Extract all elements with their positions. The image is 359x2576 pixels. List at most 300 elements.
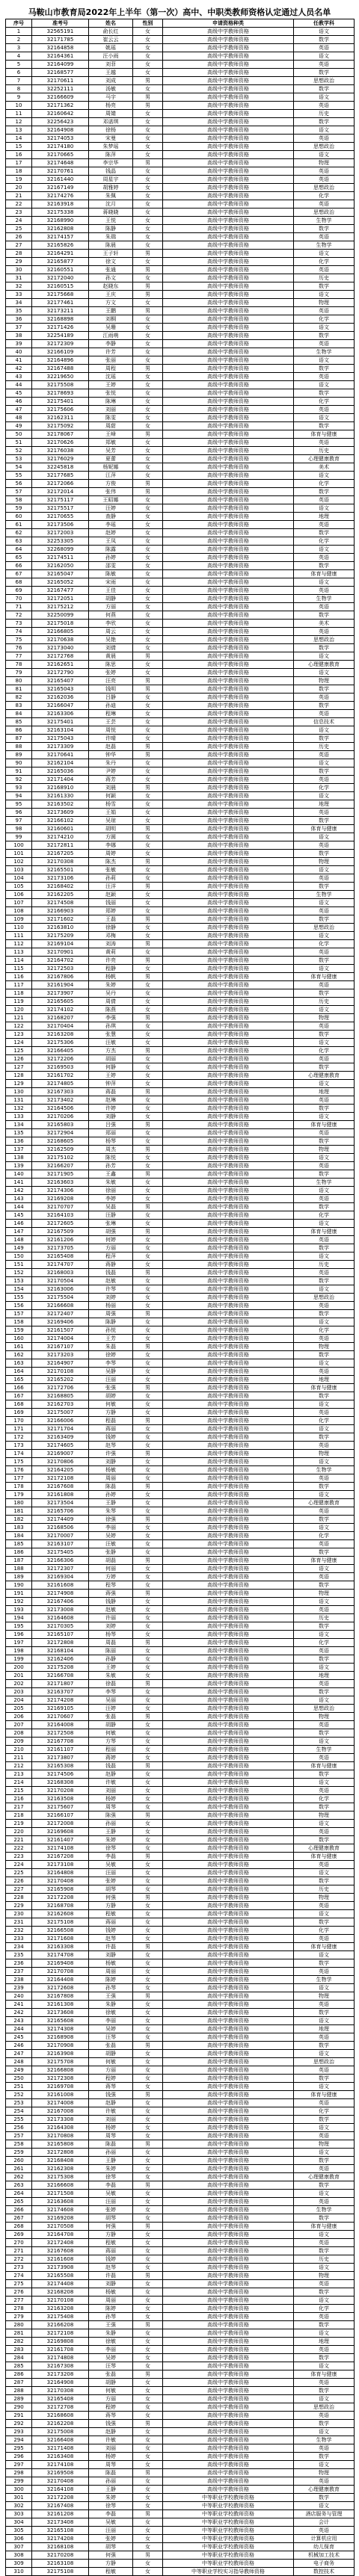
cell-gender: 女 bbox=[133, 209, 163, 217]
cell-qualification-type: 高级中学教师资格 bbox=[163, 2338, 294, 2346]
cell-exam-number: 32163208 bbox=[32, 2305, 89, 2313]
cell-qualification-type: 高级中学教师资格 bbox=[163, 2231, 294, 2239]
table-row bbox=[6, 2379, 355, 2387]
cell-name: 方俊 bbox=[89, 480, 133, 488]
cell-subject: 思想政治 bbox=[294, 1294, 355, 1302]
cell-index: 145 bbox=[6, 1211, 32, 1220]
cell-subject: 地理 bbox=[294, 1376, 355, 1384]
cell-exam-number: 32170707 bbox=[32, 1203, 89, 1211]
table-row bbox=[6, 685, 355, 694]
cell-qualification-type: 高级中学教师资格 bbox=[163, 1080, 294, 1088]
cell-gender: 女 bbox=[133, 620, 163, 628]
cell-qualification-type: 高级中学教师资格 bbox=[163, 1754, 294, 1762]
cell-qualification-type: 高级中学教师资格 bbox=[163, 439, 294, 447]
cell-exam-number: 32174409 bbox=[32, 1516, 89, 1524]
table-row bbox=[6, 1351, 355, 1359]
table-row bbox=[6, 1211, 355, 1220]
cell-gender: 女 bbox=[133, 2354, 163, 2362]
table-row bbox=[6, 1244, 355, 1253]
cell-exam-number: 32161308 bbox=[32, 2001, 89, 2009]
cell-index: 139 bbox=[6, 1162, 32, 1170]
table-row bbox=[6, 2239, 355, 2247]
cell-exam-number: 32169304 bbox=[32, 1573, 89, 1581]
cell-gender: 女 bbox=[133, 1277, 163, 1285]
cell-index: 183 bbox=[6, 1524, 32, 1532]
cell-gender: 女 bbox=[133, 792, 163, 800]
cell-gender: 女 bbox=[133, 332, 163, 340]
cell-index: 6 bbox=[6, 69, 32, 77]
cell-name: 张强 bbox=[89, 1384, 133, 1392]
cell-index: 224 bbox=[6, 1861, 32, 1869]
table-row bbox=[6, 1326, 355, 1335]
cell-qualification-type: 高级中学教师资格 bbox=[163, 1713, 294, 1721]
cell-name: 郑婷 bbox=[89, 907, 133, 915]
cell-gender: 男 bbox=[133, 2272, 163, 2280]
cell-subject: 数学 bbox=[294, 2009, 355, 2017]
cell-exam-number: 32170607 bbox=[32, 1713, 89, 1721]
cell-qualification-type: 高级中学教师资格 bbox=[163, 1088, 294, 1096]
table-row bbox=[6, 2124, 355, 2132]
cell-qualification-type: 高级中学教师资格 bbox=[163, 2403, 294, 2412]
cell-qualification-type: 高级中学教师资格 bbox=[163, 1425, 294, 1433]
cell-exam-number: 32165108 bbox=[32, 2527, 89, 2535]
table-row bbox=[6, 1006, 355, 1014]
cell-gender: 女 bbox=[133, 1458, 163, 1466]
table-row bbox=[6, 266, 355, 274]
cell-index: 82 bbox=[6, 694, 32, 702]
table-row bbox=[6, 2444, 355, 2453]
header-subject: 任教学科 bbox=[294, 19, 355, 28]
cell-exam-number: 32167806 bbox=[32, 973, 89, 981]
cell-gender: 男 bbox=[133, 1088, 163, 1096]
cell-name: 方杰 bbox=[89, 1047, 133, 1055]
cell-qualification-type: 高级中学教师资格 bbox=[163, 2362, 294, 2370]
cell-exam-number: 32168898 bbox=[32, 315, 89, 324]
cell-qualification-type: 高级中学教师资格 bbox=[163, 2370, 294, 2379]
cell-name: 王佳 bbox=[89, 587, 133, 595]
cell-index: 131 bbox=[6, 1096, 32, 1105]
cell-exam-number: 32170206 bbox=[32, 1113, 89, 1121]
cell-name: 周程 bbox=[89, 365, 133, 373]
cell-qualification-type: 高级中学教师资格 bbox=[163, 1211, 294, 1220]
table-row bbox=[6, 2001, 355, 2009]
cell-exam-number: 32170007 bbox=[32, 1532, 89, 1540]
cell-subject: 化学 bbox=[294, 1639, 355, 1647]
table-row bbox=[6, 439, 355, 447]
cell-subject: 思想政治 bbox=[294, 209, 355, 217]
cell-gender: 男 bbox=[133, 2140, 163, 2149]
cell-gender: 女 bbox=[133, 1540, 163, 1548]
cell-exam-number: 32170708 bbox=[32, 1968, 89, 1976]
cell-name: 许磊 bbox=[89, 2272, 133, 2280]
cell-subject: 英语 bbox=[294, 233, 355, 241]
cell-gender: 女 bbox=[133, 1294, 163, 1302]
cell-gender: 女 bbox=[133, 1113, 163, 1121]
cell-qualification-type: 中等职业学校教师资格 bbox=[163, 2543, 294, 2551]
cell-subject: 体育与健康 bbox=[294, 1853, 355, 1861]
cell-name: 张丽 bbox=[89, 356, 133, 365]
cell-exam-number: 32166805 bbox=[32, 628, 89, 636]
cell-subject: 数学 bbox=[294, 1770, 355, 1779]
cell-index: 292 bbox=[6, 2420, 32, 2428]
cell-index: 42 bbox=[6, 365, 32, 373]
cell-gender: 女 bbox=[133, 1195, 163, 1203]
cell-gender: 女 bbox=[133, 2132, 163, 2140]
cell-index: 150 bbox=[6, 1253, 32, 1261]
cell-name: 程敏 bbox=[89, 1910, 133, 1918]
cell-exam-number: 32166903 bbox=[32, 907, 89, 915]
cell-name: 蒋强 bbox=[89, 1590, 133, 1598]
table-row bbox=[6, 702, 355, 710]
cell-qualification-type: 高级中学教师资格 bbox=[163, 1935, 294, 1943]
cell-qualification-type: 高级中学教师资格 bbox=[163, 1400, 294, 1409]
cell-name: 夏蕾 bbox=[89, 455, 133, 463]
cell-qualification-type: 高级中学教师资格 bbox=[163, 981, 294, 989]
cell-subject: 数学 bbox=[294, 1392, 355, 1400]
table-row bbox=[6, 1376, 355, 1384]
cell-gender: 男 bbox=[133, 1170, 163, 1179]
cell-subject: 英语 bbox=[294, 373, 355, 381]
table-row bbox=[6, 628, 355, 636]
cell-index: 202 bbox=[6, 1680, 32, 1688]
cell-exam-number: 32166608 bbox=[32, 2181, 89, 2190]
cell-qualification-type: 高级中学教师资格 bbox=[163, 2050, 294, 2058]
cell-name: 杨婷 bbox=[89, 2453, 133, 2461]
cell-name: 陈磊 bbox=[89, 2140, 133, 2149]
table-row bbox=[6, 1031, 355, 1039]
table-row bbox=[6, 414, 355, 422]
cell-name: 程丽 bbox=[89, 1746, 133, 1754]
cell-index: 180 bbox=[6, 1499, 32, 1507]
cell-name: 王静 bbox=[89, 1499, 133, 1507]
cell-exam-number: 32176029 bbox=[32, 455, 89, 463]
cell-exam-number: 32161206 bbox=[32, 1236, 89, 1244]
cell-index: 31 bbox=[6, 274, 32, 282]
cell-name: 胡雅婷 bbox=[89, 184, 133, 192]
cell-gender: 女 bbox=[133, 644, 163, 652]
cell-subject: 英语 bbox=[294, 266, 355, 274]
cell-name: 吴婷 bbox=[89, 2025, 133, 2033]
cell-subject: 语文 bbox=[294, 726, 355, 735]
cell-name: 杨帆 bbox=[89, 973, 133, 981]
cell-name: 刘静 bbox=[89, 1458, 133, 1466]
cell-index: 184 bbox=[6, 1532, 32, 1540]
cell-index: 178 bbox=[6, 1483, 32, 1491]
table-row bbox=[6, 1598, 355, 1606]
cell-name: 张通 bbox=[89, 266, 133, 274]
cell-subject: 英语 bbox=[294, 1540, 355, 1548]
cell-name: 张磊 bbox=[89, 2370, 133, 2379]
cell-qualification-type: 高级中学教师资格 bbox=[163, 2058, 294, 2066]
cell-qualification-type: 高级中学教师资格 bbox=[163, 587, 294, 595]
cell-name: 徐文 bbox=[89, 258, 133, 266]
cell-name: 赵静 bbox=[89, 2428, 133, 2436]
cell-name: 何静 bbox=[89, 1063, 133, 1072]
cell-subject: 历史 bbox=[294, 1614, 355, 1622]
cell-gender: 男 bbox=[133, 743, 163, 751]
cell-exam-number: 32164291 bbox=[32, 250, 89, 258]
cell-gender: 女 bbox=[133, 1622, 163, 1631]
cell-name: 胡丽 bbox=[89, 1055, 133, 1063]
cell-gender: 女 bbox=[133, 628, 163, 636]
cell-subject: 生物学 bbox=[294, 1976, 355, 1984]
cell-name: 王凤 bbox=[89, 537, 133, 546]
cell-gender: 女 bbox=[133, 447, 163, 455]
cell-gender: 女 bbox=[133, 611, 163, 620]
cell-index: 32 bbox=[6, 282, 32, 291]
table-row bbox=[6, 1105, 355, 1113]
cell-name: 陈雯 bbox=[89, 414, 133, 422]
cell-subject: 物理 bbox=[294, 1713, 355, 1721]
cell-exam-number: 32174053 bbox=[32, 135, 89, 143]
cell-qualification-type: 高级中学教师资格 bbox=[163, 1853, 294, 1861]
cell-qualification-type: 高级中学教师资格 bbox=[163, 1968, 294, 1976]
cell-qualification-type: 高级中学教师资格 bbox=[163, 69, 294, 77]
cell-subject: 英语 bbox=[294, 710, 355, 718]
cell-qualification-type: 高级中学教师资格 bbox=[163, 1335, 294, 1343]
cell-exam-number: 32163810 bbox=[32, 924, 89, 932]
cell-gender: 男 bbox=[133, 102, 163, 110]
table-row bbox=[6, 69, 355, 77]
table-row bbox=[6, 1548, 355, 1557]
cell-qualification-type: 高级中学教师资格 bbox=[163, 398, 294, 406]
cell-index: 289 bbox=[6, 2395, 32, 2403]
cell-subject: 化学 bbox=[294, 1047, 355, 1055]
cell-exam-number: 32175018 bbox=[32, 620, 89, 628]
table-row bbox=[6, 1992, 355, 2001]
cell-index: 246 bbox=[6, 2042, 32, 2050]
table-row bbox=[6, 694, 355, 702]
cell-qualification-type: 高级中学教师资格 bbox=[163, 480, 294, 488]
cell-qualification-type: 高级中学教师资格 bbox=[163, 2198, 294, 2206]
cell-name: 孙丽 bbox=[89, 1820, 133, 1828]
cell-subject: 数学 bbox=[294, 1137, 355, 1146]
cell-gender: 男 bbox=[133, 1853, 163, 1861]
table-row bbox=[6, 1820, 355, 1828]
cell-gender: 男 bbox=[133, 2321, 163, 2329]
cell-gender: 女 bbox=[133, 1984, 163, 1992]
cell-exam-number: 32164608 bbox=[32, 1614, 89, 1622]
cell-gender: 女 bbox=[133, 1392, 163, 1400]
cell-gender: 男 bbox=[133, 1590, 163, 1598]
cell-subject: 英语 bbox=[294, 2239, 355, 2247]
cell-exam-number: 32172503 bbox=[32, 965, 89, 973]
cell-gender: 女 bbox=[133, 1828, 163, 1836]
cell-subject: 物理 bbox=[294, 1811, 355, 1820]
cell-qualification-type: 高级中学教师资格 bbox=[163, 2181, 294, 2190]
cell-index: 309 bbox=[6, 2560, 32, 2568]
cell-qualification-type: 高级中学教师资格 bbox=[163, 1294, 294, 1302]
table-row bbox=[6, 2510, 355, 2518]
cell-qualification-type: 高级中学教师资格 bbox=[163, 874, 294, 883]
cell-subject: 地理 bbox=[294, 800, 355, 809]
cell-index: 305 bbox=[6, 2527, 32, 2535]
cell-subject: 数学 bbox=[294, 1548, 355, 1557]
cell-subject: 语文 bbox=[294, 381, 355, 389]
cell-subject: 数学 bbox=[294, 422, 355, 430]
cell-qualification-type: 高级中学教师资格 bbox=[163, 644, 294, 652]
cell-exam-number: 32219650 bbox=[32, 373, 89, 381]
cell-subject: 语文 bbox=[294, 1951, 355, 1959]
cell-gender: 男 bbox=[133, 1894, 163, 1902]
cell-exam-number: 32162208 bbox=[32, 2420, 89, 2428]
table-row bbox=[6, 759, 355, 767]
table-row bbox=[6, 2132, 355, 2140]
cell-gender: 女 bbox=[133, 1137, 163, 1146]
table-row bbox=[6, 2527, 355, 2535]
cell-name: 方丽 bbox=[89, 603, 133, 611]
cell-gender: 女 bbox=[133, 1581, 163, 1590]
cell-subject: 体育与健康 bbox=[294, 2091, 355, 2099]
cell-name: 何强 bbox=[89, 2551, 133, 2560]
table-row bbox=[6, 1976, 355, 1984]
cell-qualification-type: 高级中学教师资格 bbox=[163, 2288, 294, 2297]
cell-qualification-type: 高级中学教师资格 bbox=[163, 2346, 294, 2354]
cell-index: 231 bbox=[6, 1918, 32, 1927]
cell-name: 汪丽 bbox=[89, 2198, 133, 2206]
table-row bbox=[6, 1318, 355, 1326]
cell-name: 陈露 bbox=[89, 546, 133, 554]
table-row bbox=[6, 858, 355, 866]
cell-exam-number: 32172108 bbox=[32, 1474, 89, 1483]
cell-index: 283 bbox=[6, 2346, 32, 2354]
cell-subject: 计算机应用 bbox=[294, 2535, 355, 2543]
table-row bbox=[6, 776, 355, 784]
cell-exam-number: 32166306 bbox=[32, 1557, 89, 1565]
cell-gender: 女 bbox=[133, 2313, 163, 2321]
cell-gender: 男 bbox=[133, 940, 163, 948]
cell-name: 赵琴 bbox=[89, 1935, 133, 1943]
cell-index: 90 bbox=[6, 759, 32, 767]
cell-exam-number: 32164308 bbox=[32, 2124, 89, 2132]
cell-index: 11 bbox=[6, 110, 32, 118]
cell-name: 胡静 bbox=[89, 2050, 133, 2058]
cell-subject: 心理健康教育 bbox=[294, 1499, 355, 1507]
cell-exam-number: 32164708 bbox=[32, 2231, 89, 2239]
cell-qualification-type: 高级中学教师资格 bbox=[163, 735, 294, 743]
cell-qualification-type: 高级中学教师资格 bbox=[163, 1647, 294, 1655]
cell-gender: 男 bbox=[133, 1310, 163, 1318]
cell-exam-number: 32173609 bbox=[32, 809, 89, 817]
cell-qualification-type: 高级中学教师资格 bbox=[163, 529, 294, 537]
cell-index: 40 bbox=[6, 348, 32, 356]
cell-index: 22 bbox=[6, 200, 32, 209]
cell-gender: 女 bbox=[133, 2190, 163, 2198]
cell-name: 杨敏 bbox=[89, 1959, 133, 1968]
cell-gender: 女 bbox=[133, 2288, 163, 2297]
cell-exam-number: 32175401 bbox=[32, 718, 89, 726]
cell-exam-number: 32160551 bbox=[32, 266, 89, 274]
cell-name: 朱婷 bbox=[89, 2494, 133, 2502]
cell-name: 吴婷 bbox=[89, 1532, 133, 1540]
table-row bbox=[6, 2272, 355, 2280]
table-row bbox=[6, 61, 355, 69]
cell-qualification-type: 高级中学教师资格 bbox=[163, 241, 294, 250]
cell-gender: 男 bbox=[133, 365, 163, 373]
cell-qualification-type: 高级中学教师资格 bbox=[163, 792, 294, 800]
cell-exam-number: 32172408 bbox=[32, 2239, 89, 2247]
table-row bbox=[6, 1179, 355, 1187]
cell-exam-number: 32167406 bbox=[32, 1598, 89, 1606]
cell-index: 86 bbox=[6, 726, 32, 735]
cell-qualification-type: 高级中学教师资格 bbox=[163, 340, 294, 348]
cell-exam-number: 32175007 bbox=[32, 1409, 89, 1417]
cell-index: 27 bbox=[6, 241, 32, 250]
cell-exam-number: 32165501 bbox=[32, 866, 89, 874]
table-row bbox=[6, 2329, 355, 2338]
table-row bbox=[6, 661, 355, 669]
cell-qualification-type: 高级中学教师资格 bbox=[163, 299, 294, 307]
table-row bbox=[6, 2075, 355, 2083]
cell-exam-number: 32172003 bbox=[32, 529, 89, 537]
cell-subject: 语文 bbox=[294, 1220, 355, 1228]
table-row bbox=[6, 1261, 355, 1269]
cell-subject: 数学 bbox=[294, 767, 355, 776]
header-index: 序号 bbox=[6, 19, 32, 28]
cell-exam-number: 32165047 bbox=[32, 570, 89, 578]
cell-exam-number: 32163107 bbox=[32, 1540, 89, 1548]
cell-gender: 女 bbox=[133, 2436, 163, 2444]
cell-exam-number: 32168708 bbox=[32, 1902, 89, 1910]
table-row bbox=[6, 1384, 355, 1392]
cell-exam-number: 32174108 bbox=[32, 1844, 89, 1853]
cell-index: 135 bbox=[6, 1129, 32, 1137]
cell-qualification-type: 高级中学教师资格 bbox=[163, 1474, 294, 1483]
cell-index: 304 bbox=[6, 2518, 32, 2527]
cell-name: 吴婷 bbox=[89, 2354, 133, 2362]
cell-gender: 女 bbox=[133, 1672, 163, 1680]
cell-index: 195 bbox=[6, 1622, 32, 1631]
cell-exam-number: 32165408 bbox=[32, 1253, 89, 1261]
cell-gender: 女 bbox=[133, 521, 163, 529]
cell-gender: 女 bbox=[133, 233, 163, 241]
cell-index: 128 bbox=[6, 1072, 32, 1080]
cell-subject: 历史 bbox=[294, 274, 355, 282]
cell-name: 杨丽 bbox=[89, 1302, 133, 1310]
cell-index: 301 bbox=[6, 2494, 32, 2502]
cell-subject: 语文 bbox=[294, 965, 355, 973]
cell-name: 马宇 bbox=[89, 93, 133, 102]
cell-gender: 女 bbox=[133, 578, 163, 587]
cell-gender: 女 bbox=[133, 2033, 163, 2042]
cell-gender: 女 bbox=[133, 981, 163, 989]
cell-qualification-type: 高级中学教师资格 bbox=[163, 2329, 294, 2338]
cell-index: 19 bbox=[6, 176, 32, 184]
cell-subject: 英语 bbox=[294, 981, 355, 989]
cell-gender: 女 bbox=[133, 2379, 163, 2387]
cell-gender: 女 bbox=[133, 44, 163, 52]
cell-qualification-type: 高级中学教师资格 bbox=[163, 2223, 294, 2231]
cell-index: 16 bbox=[6, 151, 32, 159]
cell-exam-number: 32172808 bbox=[32, 1639, 89, 1647]
table-row bbox=[6, 348, 355, 356]
cell-subject: 英语 bbox=[294, 61, 355, 69]
cell-subject: 语文 bbox=[294, 2297, 355, 2305]
table-row bbox=[6, 2313, 355, 2321]
cell-subject: 英语 bbox=[294, 874, 355, 883]
cell-qualification-type: 高级中学教师资格 bbox=[163, 1729, 294, 1738]
table-row bbox=[6, 710, 355, 718]
cell-index: 26 bbox=[6, 233, 32, 241]
cell-qualification-type: 高级中学教师资格 bbox=[163, 1450, 294, 1458]
cell-name: 张伟 bbox=[89, 488, 133, 496]
cell-index: 158 bbox=[6, 1318, 32, 1326]
cell-gender: 女 bbox=[133, 833, 163, 841]
cell-exam-number: 32166207 bbox=[32, 1162, 89, 1170]
table-row bbox=[6, 1696, 355, 1705]
cell-index: 268 bbox=[6, 2223, 32, 2231]
cell-exam-number: 32169208 bbox=[32, 2214, 89, 2223]
